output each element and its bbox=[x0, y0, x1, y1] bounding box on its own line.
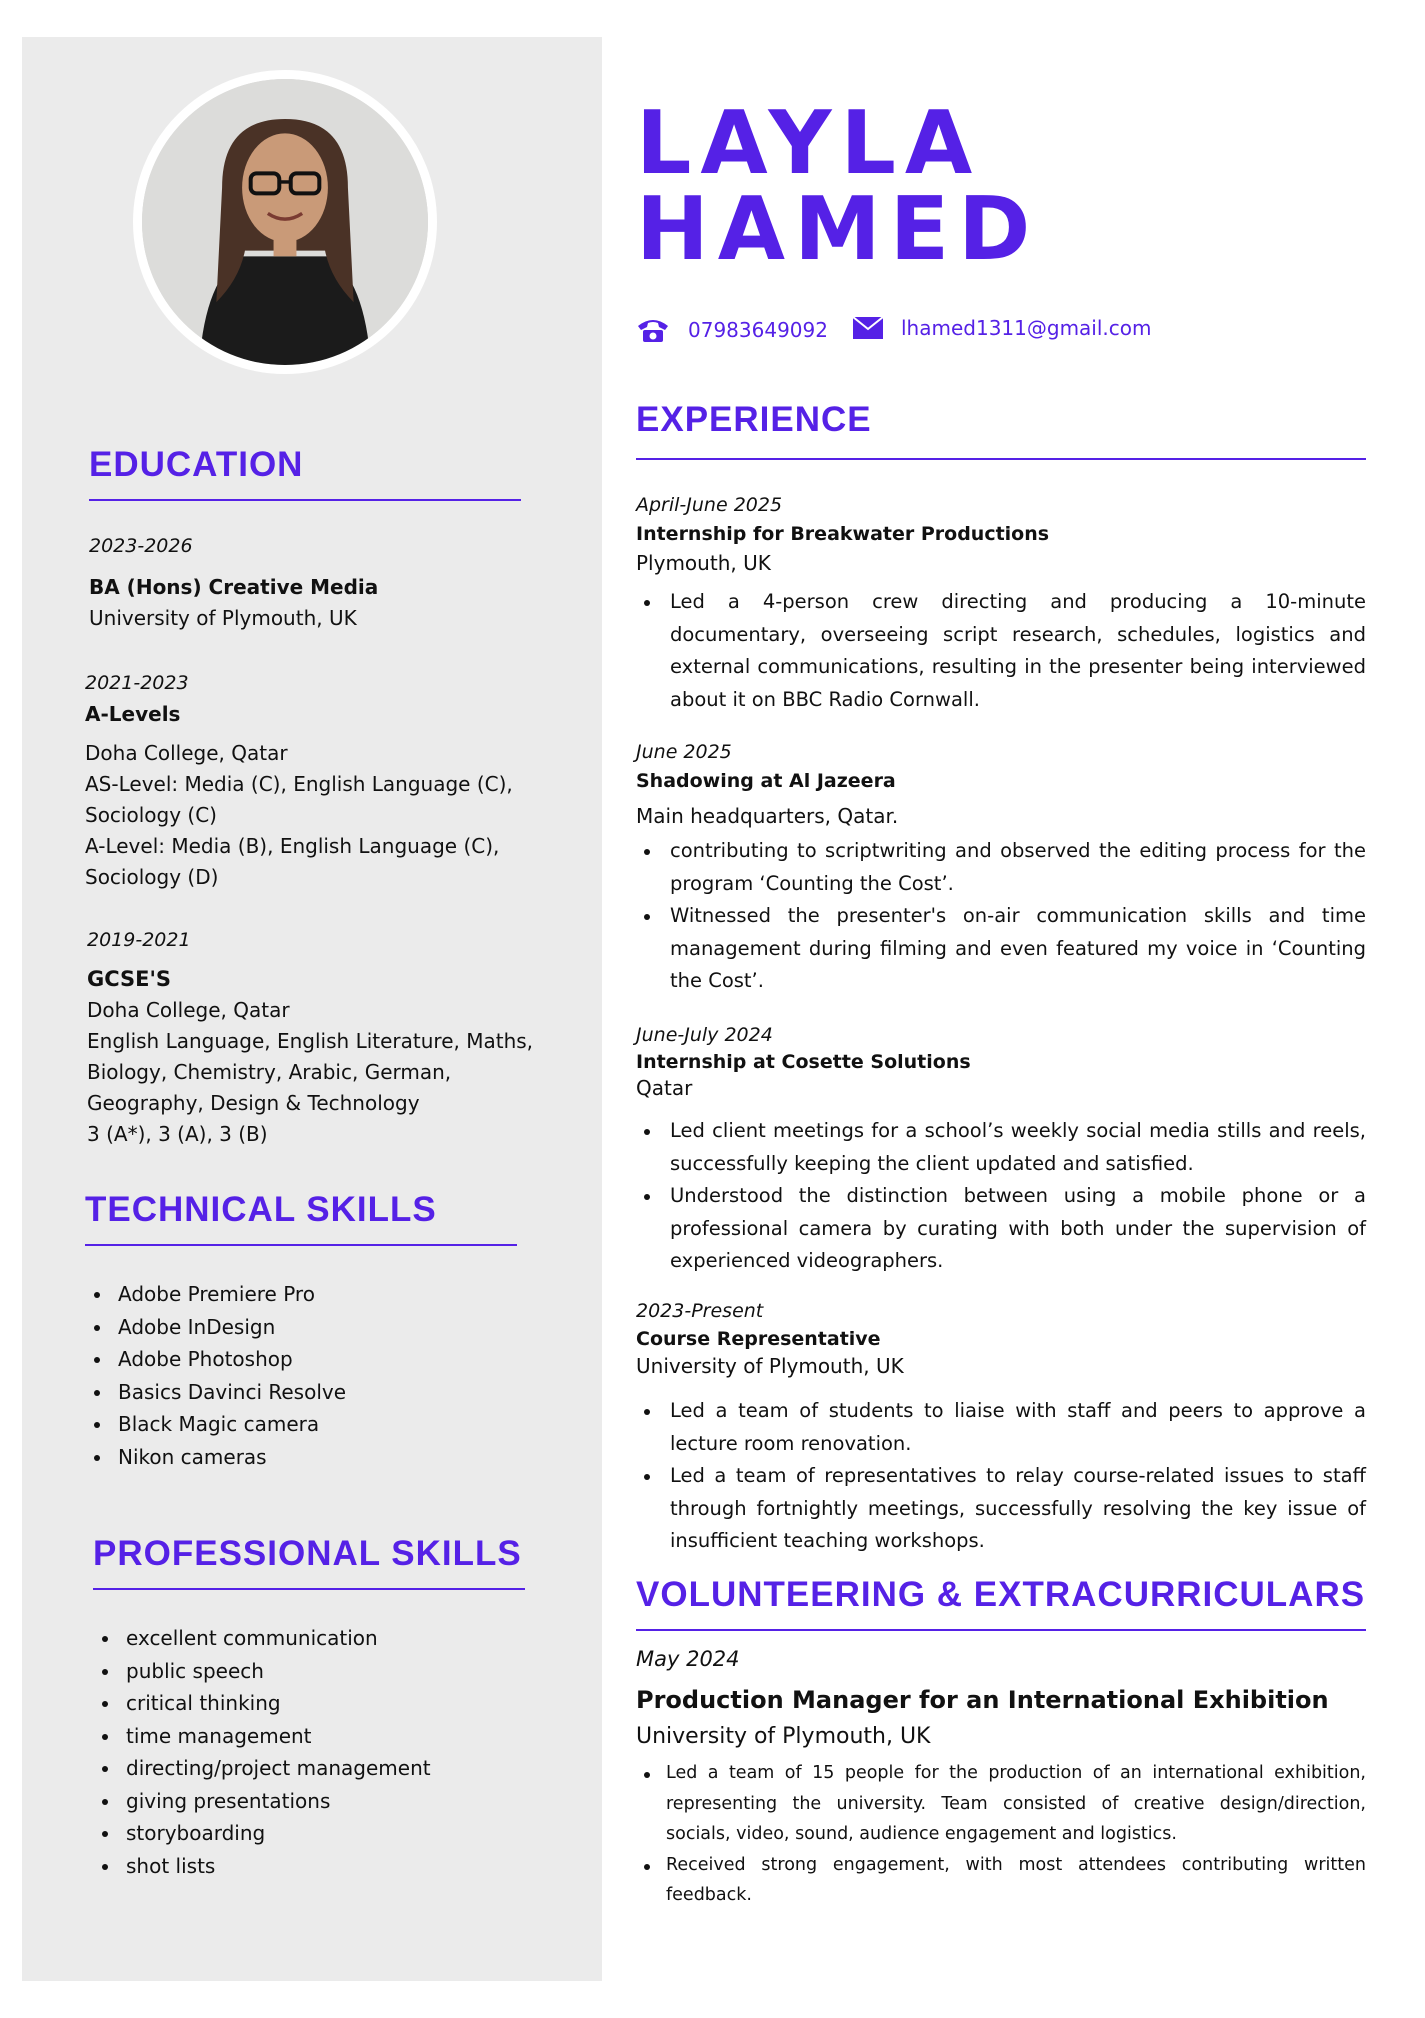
list-item: excellent communication bbox=[94, 1622, 534, 1655]
education-line: 3 (A*), 3 (A), 3 (B) bbox=[87, 1122, 268, 1146]
job-entry bbox=[636, 490, 1366, 716]
list-item: critical thinking bbox=[94, 1687, 534, 1720]
job-bullets bbox=[636, 586, 1366, 716]
list-item: Adobe Photoshop bbox=[86, 1343, 526, 1376]
job-date: 2023-Present bbox=[636, 1300, 764, 1322]
email-contact[interactable] bbox=[853, 316, 1152, 340]
education-entry bbox=[89, 531, 529, 634]
experience-section bbox=[636, 400, 1366, 460]
list-item: Led a team of 15 people for the production of an international exhibition, representing the university. Team consisted of creative design/direction, socials, video, sound, audience engagement and logistics. bbox=[636, 1758, 1366, 1850]
professional-skills-title: PROFESSIONAL SKILLS bbox=[93, 1534, 525, 1590]
list-item: Basics Davinci Resolve bbox=[86, 1376, 526, 1409]
education-degree: BA (Hons) Creative Media bbox=[89, 575, 379, 599]
first-name: LAYLA bbox=[636, 92, 982, 194]
volunteering-bullets bbox=[636, 1758, 1366, 1911]
job-location: Qatar bbox=[636, 1076, 693, 1100]
job-entry bbox=[636, 737, 1366, 998]
education-line: English Language, English Literature, Maths, bbox=[87, 1029, 534, 1053]
envelope-icon bbox=[853, 317, 883, 339]
portrait-image bbox=[142, 79, 428, 365]
list-item: Led a team of representatives to relay course-related issues to staff through fortnightly meetings, successfully resolving the key issue of insufficient teaching workshops. bbox=[636, 1460, 1366, 1558]
education-entry bbox=[87, 925, 537, 1150]
list-item: time management bbox=[94, 1720, 534, 1753]
education-date: 2023-2026 bbox=[89, 535, 193, 557]
list-item: Nikon cameras bbox=[86, 1441, 526, 1474]
volunteering-date: May 2024 bbox=[636, 1647, 740, 1671]
education-line: Doha College, Qatar bbox=[85, 741, 288, 765]
experience-title: EXPERIENCE bbox=[636, 400, 1366, 460]
education-line: Geography, Design & Technology bbox=[87, 1091, 420, 1115]
profile-photo bbox=[133, 70, 437, 374]
education-date: 2021-2023 bbox=[85, 672, 189, 694]
job-date: June-July 2024 bbox=[636, 1024, 773, 1046]
phone-number[interactable]: 07983649092 bbox=[688, 318, 828, 342]
education-line: Sociology (C) bbox=[85, 803, 217, 827]
job-role: Internship for Breakwater Productions bbox=[636, 523, 1050, 545]
technical-skills-title: TECHNICAL SKILLS bbox=[85, 1190, 517, 1246]
job-date: June 2025 bbox=[636, 741, 732, 763]
list-item: Witnessed the presenter's on-air communication skills and time management during filming and even featured my voice in ‘Counting the Cost’. bbox=[636, 900, 1366, 998]
job-bullets bbox=[636, 835, 1366, 998]
job-location: Plymouth, UK bbox=[636, 551, 771, 575]
list-item: storyboarding bbox=[94, 1817, 534, 1850]
education-line: Doha College, Qatar bbox=[87, 998, 290, 1022]
list-item: Received strong engagement, with most attendees contributing written feedback. bbox=[636, 1850, 1366, 1911]
education-line: A-Level: Media (B), English Language (C), bbox=[85, 834, 500, 858]
volunteering-role: Production Manager for an International Exhibition bbox=[636, 1686, 1329, 1714]
education-line: Sociology (D) bbox=[85, 865, 219, 889]
job-role: Internship at Cosette Solutions bbox=[636, 1051, 971, 1073]
job-location: Main headquarters, Qatar. bbox=[636, 804, 899, 828]
volunteering-title: VOLUNTEERING & EXTRACURRICULARS bbox=[636, 1575, 1366, 1631]
job-role: Course Representative bbox=[636, 1328, 881, 1350]
list-item: Black Magic camera bbox=[86, 1408, 526, 1441]
candidate-name bbox=[636, 92, 1040, 280]
education-degree: A-Levels bbox=[85, 702, 181, 726]
job-entry bbox=[636, 1296, 1366, 1558]
phone-icon bbox=[636, 316, 670, 344]
technical-skills-list bbox=[86, 1278, 526, 1473]
education-section bbox=[89, 445, 521, 501]
phone-contact[interactable] bbox=[636, 316, 828, 344]
education-title: EDUCATION bbox=[89, 445, 521, 501]
list-item: giving presentations bbox=[94, 1785, 534, 1818]
education-date: 2019-2021 bbox=[87, 929, 191, 951]
education-degree: GCSE'S bbox=[87, 967, 172, 991]
list-item: Led a team of students to liaise with staff and peers to approve a lecture room renovation. bbox=[636, 1395, 1366, 1460]
list-item: Understood the distinction between using a mobile phone or a professional camera by curating with both under the supervision of experienced videographers. bbox=[636, 1180, 1366, 1278]
job-bullets bbox=[636, 1115, 1366, 1278]
professional-skills-section bbox=[93, 1534, 525, 1590]
list-item: Led client meetings for a school’s weekly social media stills and reels, successfully keeping the client updated and satisfied. bbox=[636, 1115, 1366, 1180]
education-line: University of Plymouth, UK bbox=[89, 606, 357, 630]
list-item: Led a 4-person crew directing and producing a 10-minute documentary, overseeing script research, schedules, logistics and external communications, resulting in the presenter being interviewed about it on BBC Radio Cornwall. bbox=[636, 586, 1366, 716]
job-role: Shadowing at Al Jazeera bbox=[636, 770, 896, 792]
volunteering-section bbox=[636, 1575, 1366, 1631]
list-item: shot lists bbox=[94, 1850, 534, 1883]
list-item: directing/project management bbox=[94, 1752, 534, 1785]
job-location: University of Plymouth, UK bbox=[636, 1354, 904, 1378]
list-item: public speech bbox=[94, 1655, 534, 1688]
education-line: AS-Level: Media (C), English Language (C), bbox=[85, 772, 513, 796]
education-line: Biology, Chemistry, Arabic, German, bbox=[87, 1060, 452, 1084]
technical-skills-section bbox=[85, 1190, 517, 1246]
last-name: HAMED bbox=[636, 178, 1040, 280]
professional-skills-list bbox=[94, 1622, 534, 1882]
education-entry bbox=[85, 668, 535, 893]
email-address[interactable]: lhamed1311@gmail.com bbox=[901, 316, 1152, 340]
job-date: April-June 2025 bbox=[636, 494, 783, 516]
list-item: Adobe Premiere Pro bbox=[86, 1278, 526, 1311]
volunteering-entry bbox=[636, 1642, 1366, 1911]
list-item: Adobe InDesign bbox=[86, 1311, 526, 1344]
list-item: contributing to scriptwriting and observed the editing process for the program ‘Counting the Cost’. bbox=[636, 835, 1366, 900]
job-entry bbox=[636, 1020, 1366, 1278]
job-bullets bbox=[636, 1395, 1366, 1558]
volunteering-location: University of Plymouth, UK bbox=[636, 1724, 931, 1749]
